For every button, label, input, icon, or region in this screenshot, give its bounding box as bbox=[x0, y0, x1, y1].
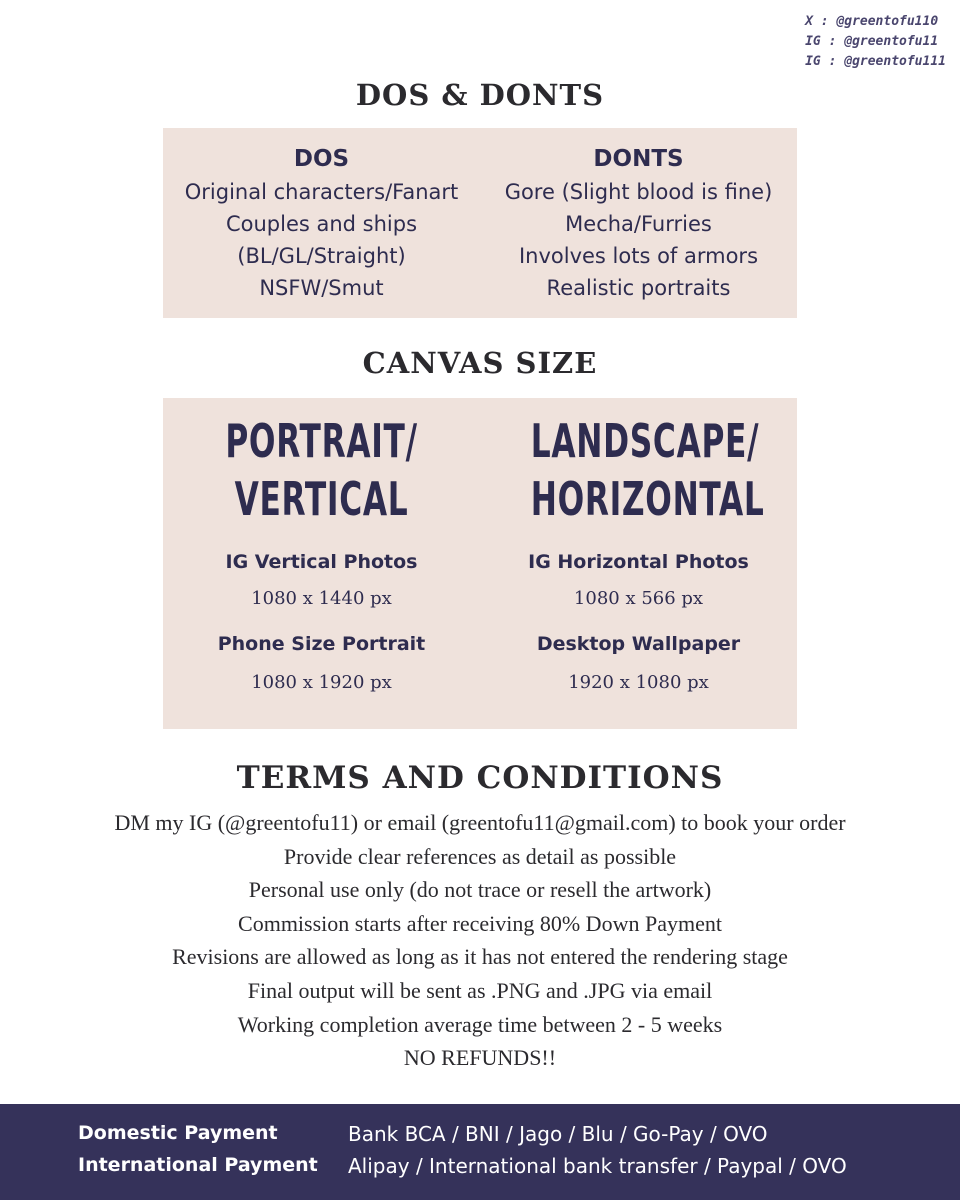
domestic-payment-methods: Bank BCA / BNI / Jago / Blu / Go-Pay / OVO bbox=[348, 1122, 768, 1146]
social-handle-ig-2: IG : @greentofu111 bbox=[805, 54, 946, 69]
size-label: IG Horizontal Photos bbox=[528, 551, 749, 573]
dos-donts-heading: DOS & DONTS bbox=[355, 78, 605, 112]
donts-item: Mecha/Furries bbox=[565, 212, 712, 236]
dos-title: DOS bbox=[293, 146, 350, 172]
social-handle-x: X : @greentofu110 bbox=[805, 14, 939, 29]
donts-item: Realistic portraits bbox=[546, 276, 731, 300]
terms-line: Final output will be sent as .PNG and .JPG via email bbox=[247, 977, 713, 1003]
landscape-title-line1: LANDSCAPE/ bbox=[530, 414, 760, 468]
terms-line: NO REFUNDS!! bbox=[403, 1045, 557, 1071]
donts-title: DONTS bbox=[593, 146, 684, 172]
size-value: 1080 x 566 px bbox=[573, 588, 704, 609]
canvas-size-heading: CANVAS SIZE bbox=[362, 346, 598, 380]
social-handles bbox=[805, 12, 946, 72]
terms-line: Commission starts after receiving 80% Down Payment bbox=[238, 910, 722, 936]
size-label: Phone Size Portrait bbox=[217, 633, 426, 655]
international-payment-methods: Alipay / International bank transfer / Paypal / OVO bbox=[348, 1154, 847, 1178]
size-value: 1920 x 1080 px bbox=[568, 672, 709, 693]
donts-column bbox=[480, 142, 797, 304]
size-value: 1080 x 1440 px bbox=[251, 588, 392, 609]
terms-line: Personal use only (do not trace or resell the artwork) bbox=[248, 877, 712, 903]
dos-item: Original characters/Fanart bbox=[184, 180, 459, 204]
terms-heading: TERMS AND CONDITIONS bbox=[236, 760, 724, 796]
size-label: IG Vertical Photos bbox=[225, 551, 418, 573]
dos-donts-box bbox=[163, 128, 797, 318]
dos-item: NSFW/Smut bbox=[259, 276, 384, 300]
terms-line: Revisions are allowed as long as it has not entered the rendering stage bbox=[172, 944, 788, 970]
landscape-title-line2: HORIZONTAL bbox=[530, 472, 765, 526]
terms-list bbox=[0, 806, 960, 1075]
social-handle-ig-1: IG : @greentofu11 bbox=[805, 34, 939, 49]
dos-item: (BL/GL/Straight) bbox=[237, 244, 406, 268]
portrait-column bbox=[163, 412, 480, 694]
canvas-size-box bbox=[163, 398, 797, 729]
payment-footer bbox=[0, 1104, 960, 1200]
size-label: Desktop Wallpaper bbox=[536, 633, 741, 655]
terms-line: Provide clear references as detail as possible bbox=[283, 843, 677, 869]
dos-column bbox=[163, 142, 480, 304]
donts-item: Involves lots of armors bbox=[518, 244, 759, 268]
size-value: 1080 x 1920 px bbox=[251, 672, 392, 693]
domestic-payment-label: Domestic Payment bbox=[78, 1122, 278, 1144]
landscape-column bbox=[480, 412, 797, 694]
dos-item: Couples and ships bbox=[225, 212, 418, 236]
donts-item: Gore (Slight blood is fine) bbox=[504, 180, 773, 204]
portrait-title-line2: VERTICAL bbox=[234, 472, 409, 526]
international-payment-label: International Payment bbox=[78, 1154, 318, 1176]
terms-line: DM my IG (@greentofu11) or email (greentofu11@gmail.com) to book your order bbox=[114, 810, 846, 835]
portrait-title-line1: PORTRAIT/ bbox=[225, 414, 418, 468]
terms-line: Working completion average time between 2 - 5 weeks bbox=[237, 1011, 723, 1037]
